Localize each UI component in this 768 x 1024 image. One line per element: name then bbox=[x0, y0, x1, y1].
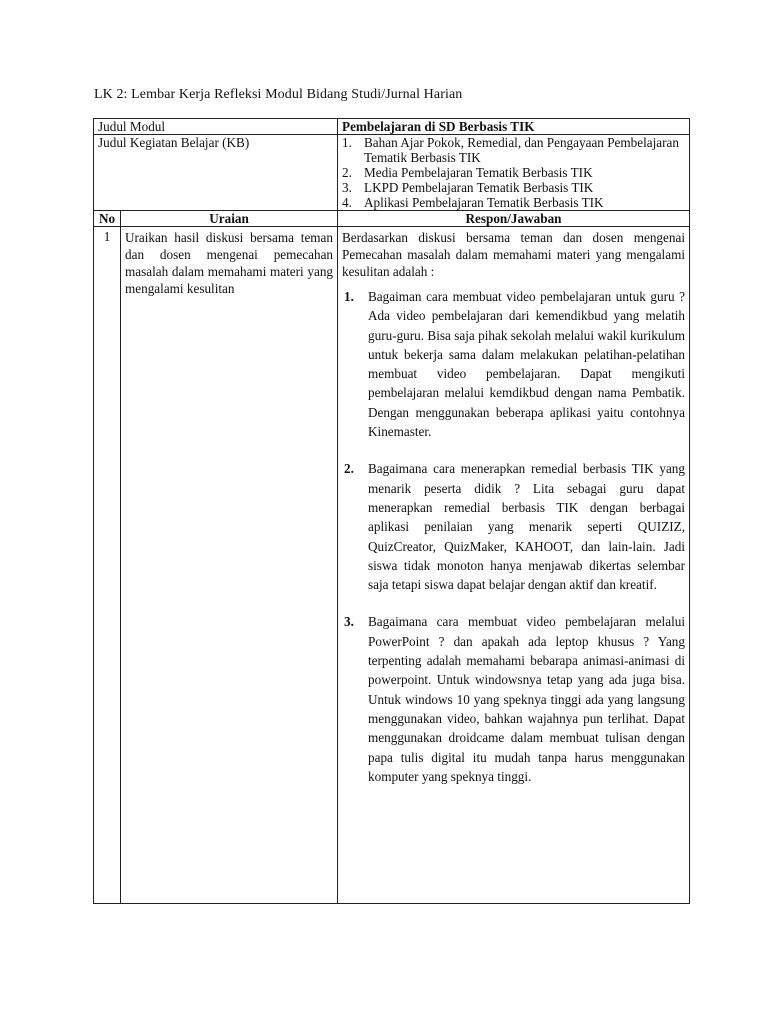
respon-item bbox=[342, 612, 685, 786]
respon-item-number: 1. bbox=[344, 289, 354, 304]
header-respon: Respon/Jawaban bbox=[338, 211, 690, 227]
kb-item-text: LKPD Pembelajaran Tematik Berbasis TIK bbox=[364, 180, 594, 195]
kb-item bbox=[342, 165, 685, 180]
document-title: LK 2: Lembar Kerja Refleksi Modul Bidang Studi/Jurnal Harian bbox=[94, 87, 463, 102]
kb-item-text: Media Pembelajaran Tematik Berbasis TIK bbox=[364, 165, 593, 180]
row-judul-kb bbox=[94, 135, 690, 211]
kb-item-number: 3. bbox=[342, 180, 352, 195]
kb-item bbox=[342, 135, 685, 165]
row-no: 1 bbox=[94, 227, 121, 904]
respon-cell bbox=[338, 227, 690, 904]
row-header bbox=[94, 211, 690, 227]
judul-modul-value: Pembelajaran di SD Berbasis TIK bbox=[338, 119, 690, 135]
kb-item bbox=[342, 195, 685, 210]
row-judul-modul bbox=[94, 119, 690, 135]
kb-list-cell bbox=[338, 135, 690, 211]
reflection-table bbox=[93, 118, 690, 904]
respon-intro: Berdasarkan diskusi bersama teman dan dosen mengenai Pemecahan masalah dalam memahami materi yang mengalami kesulitan adalah : bbox=[342, 230, 685, 279]
kb-item-number: 4. bbox=[342, 195, 352, 210]
kb-item-text: Aplikasi Pembelajaran Tematik Berbasis TIK bbox=[364, 195, 604, 210]
respon-item-text: Bagaimana cara menerapkan remedial berbasis TIK yang menarik peserta didik ? Lita sebagai guru dapat menerapkan remedial berbasis TIK dengan berbagai aplikasi penilaian yang menarik seperti QUIZIZ, QuizCreator, QuizMaker, KAHOOT, dan lain-lain. Jadi siswa tidak monoton hanya menjawab dikertas selembar saja tetapi siswa dapat belajar dengan aktif dan kreatif. bbox=[368, 461, 685, 593]
respon-item-text: Bagaimana cara membuat video pembelajaran melalui PowerPoint ? dan apakah ada leptop khusus ? Yang terpenting adalah memahami bebarapa animasi-animasi di powerpoint. Untuk windowsnya tetap yang ada juga bisa. Untuk windows 10 yang speknya tinggi ada yang langsung menggunakan video, bahkan wajahnya pun terlihat. Dapat menggunakan droidcame dalam membuat tulisan dengan papa tulis digital itu mudah tanpa harus menggunakan komputer yang speknya tinggi. bbox=[368, 614, 685, 784]
judul-modul-label: Judul Modul bbox=[94, 119, 338, 135]
row-1 bbox=[94, 227, 690, 904]
kb-list bbox=[342, 135, 685, 210]
uraian-cell bbox=[121, 227, 338, 904]
respon-item-number: 3. bbox=[344, 614, 354, 630]
judul-kb-label: Judul Kegiatan Belajar (KB) bbox=[94, 135, 338, 211]
kb-item bbox=[342, 180, 685, 195]
respon-item bbox=[342, 459, 685, 594]
kb-item-number: 2. bbox=[342, 165, 352, 180]
uraian-text: Uraikan hasil diskusi bersama teman dan dosen mengenai pemecahan masalah dalam memahami materi yang mengalami kesulitan bbox=[125, 230, 334, 296]
respon-item-text: Bagaiman cara membuat video pembelajaran untuk guru ? Ada video pembelajaran dari kemendikbud yang melatih guru-guru. Bisa saja pihak sekolah melalui wakil kurikulum untuk bekerja sama dalam melakukan pelatihan-pelatihan membuat video pembelajaran. Dapat mengikuti pembelajaran melalui kemdikbud dengan nama Pembatik. Dengan menggunakan beberapa aplikasi yaitu contohnya Kinemaster. bbox=[368, 289, 685, 440]
header-uraian: Uraian bbox=[121, 211, 338, 227]
kb-item-number: 1. bbox=[342, 135, 352, 150]
kb-item-text: Bahan Ajar Pokok, Remedial, dan Pengayaan Pembelajaran Tematik Berbasis TIK bbox=[364, 135, 679, 165]
header-no: No bbox=[94, 211, 121, 227]
respon-item bbox=[342, 287, 685, 441]
respon-item-number: 2. bbox=[344, 461, 354, 477]
